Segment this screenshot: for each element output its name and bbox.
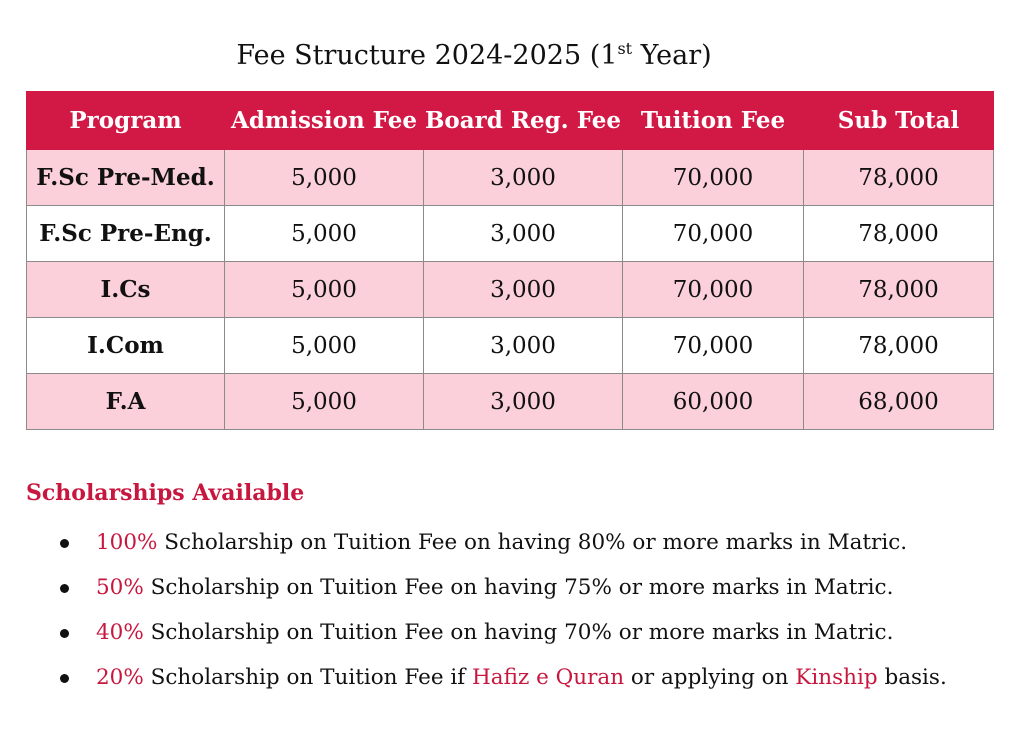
sub-total-cell: 68,000 <box>804 374 994 430</box>
bullet-icon <box>60 539 69 548</box>
tuition-fee-cell: 70,000 <box>623 318 804 374</box>
scholarship-text: Scholarship on Tuition Fee on having 80% or more marks in Matric. <box>157 530 908 555</box>
page-title <box>0 38 948 74</box>
admission-fee-cell: 5,000 <box>225 262 424 318</box>
admission-fee-cell: 5,000 <box>225 318 424 374</box>
sub-total-cell: 78,000 <box>804 206 994 262</box>
table-row <box>27 374 994 430</box>
program-cell: F.Sc Pre-Med. <box>27 150 225 206</box>
program-cell: I.Cs <box>27 262 225 318</box>
fee-table <box>26 91 994 430</box>
scholarship-text: Scholarship on Tuition Fee on having 75% or more marks in Matric. <box>143 575 894 600</box>
scholarship-text: Scholarship on Tuition Fee if <box>143 665 473 690</box>
board-reg-fee-cell: 3,000 <box>424 206 623 262</box>
program-cell: F.A <box>27 374 225 430</box>
sub-total-cell: 78,000 <box>804 318 994 374</box>
tuition-fee-cell: 60,000 <box>623 374 804 430</box>
table-row <box>27 262 994 318</box>
scholarship-text-end: basis. <box>877 665 947 690</box>
bullet-icon <box>60 674 69 683</box>
sub-total-cell: 78,000 <box>804 150 994 206</box>
scholarship-percent: 40% <box>96 620 144 645</box>
admission-fee-cell: 5,000 <box>225 374 424 430</box>
board-reg-fee-cell: 3,000 <box>424 150 623 206</box>
title-main: Fee Structure 2024-2025 (1 <box>236 40 618 71</box>
board-reg-fee-cell: 3,000 <box>424 318 623 374</box>
title-end: Year) <box>632 40 712 71</box>
sub-total-cell: 78,000 <box>804 262 994 318</box>
tuition-fee-cell: 70,000 <box>623 262 804 318</box>
title-superscript: st <box>617 39 633 58</box>
table-row <box>27 150 994 206</box>
table-row <box>27 318 994 374</box>
header-board-reg-fee: Board Reg. Fee <box>424 92 623 150</box>
table-row <box>27 206 994 262</box>
table-header-row <box>27 92 994 150</box>
tuition-fee-cell: 70,000 <box>623 150 804 206</box>
scholarship-text-mid: or applying on <box>624 665 796 690</box>
scholarship-percent: 100% <box>96 530 158 555</box>
list-item <box>58 660 947 705</box>
header-admission-fee: Admission Fee <box>225 92 424 150</box>
bullet-icon <box>60 629 69 638</box>
admission-fee-cell: 5,000 <box>225 206 424 262</box>
hafiz-e-quran-highlight: Hafiz e Quran <box>472 665 625 690</box>
admission-fee-cell: 5,000 <box>225 150 424 206</box>
scholarships-heading: Scholarships Available <box>26 480 305 506</box>
bullet-icon <box>60 584 69 593</box>
header-sub-total: Sub Total <box>804 92 994 150</box>
board-reg-fee-cell: 3,000 <box>424 374 623 430</box>
program-cell: F.Sc Pre-Eng. <box>27 206 225 262</box>
tuition-fee-cell: 70,000 <box>623 206 804 262</box>
list-item <box>58 570 947 615</box>
scholarship-text: Scholarship on Tuition Fee on having 70% or more marks in Matric. <box>143 620 894 645</box>
header-program: Program <box>27 92 225 150</box>
header-tuition-fee: Tuition Fee <box>623 92 804 150</box>
kinship-highlight: Kinship <box>795 665 878 690</box>
list-item <box>58 525 947 570</box>
list-item <box>58 615 947 660</box>
scholarship-percent: 20% <box>96 665 144 690</box>
program-cell: I.Com <box>27 318 225 374</box>
scholarship-list <box>58 525 947 705</box>
board-reg-fee-cell: 3,000 <box>424 262 623 318</box>
scholarship-percent: 50% <box>96 575 144 600</box>
